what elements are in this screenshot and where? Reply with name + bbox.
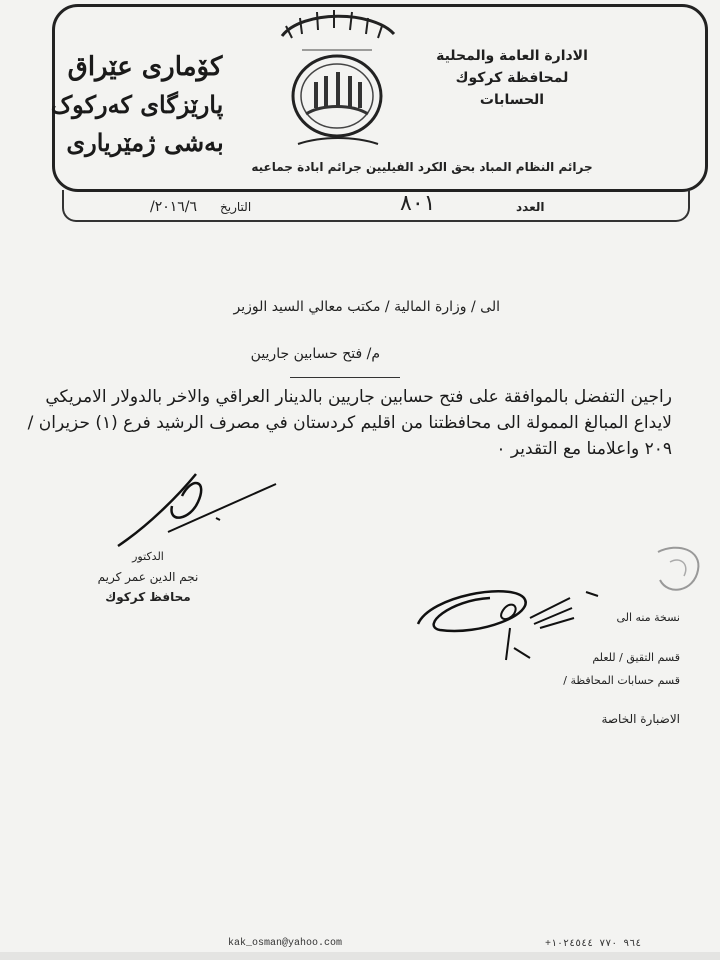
signer-title: الدكتور [132, 550, 164, 563]
arabic-header-line-2: لمحافظة كركوك [455, 70, 569, 86]
kurdish-header-line-3: بەشی ژمێریاری [66, 128, 224, 157]
seal-emblem [262, 4, 412, 154]
arabic-header-line-1: الادارة العامة والمحلية [436, 48, 588, 64]
signer-name: نجم الدين عمر كريم [97, 570, 199, 584]
arabic-header-line-3: الحسابات [479, 92, 545, 108]
letter-body-line-2: لايداع المبالغ الممولة الى محافظتنا من اقليم كردستان في مصرف الرشيد فرع (١) حزيران / [27, 413, 672, 433]
date-value: ٢٠١٦/٦/ [150, 199, 198, 215]
footer-phone: +٩٦٤ ٧٧٠ ١٠٢٤٥٤٤ [545, 939, 642, 950]
signer-position: محافظ كركوك [105, 590, 191, 604]
kurdish-header-line-1: کۆماری عێراق [67, 52, 223, 82]
footer-divider [0, 952, 720, 960]
letterhead-motto: جرائم النظام المباد بحق الكرد الفيليين جرائم ابادة جماعيه [251, 160, 593, 174]
copies-heading: نسخة منه الى [616, 611, 680, 624]
footer-email: kak_osman@yahoo.com [228, 938, 343, 949]
copy-recipient-3: الاضبارة الخاصة [601, 712, 680, 726]
governor-signature [108, 466, 288, 556]
copy-recipient-2: قسم حسابات المحافظة / [563, 674, 680, 687]
faded-stamp [648, 540, 708, 600]
letter-body-line-3: ٢٠٩ واعلامنا مع التقدير ٠ [496, 439, 672, 459]
letter-recipient: الى / وزارة المالية / مكتب معالي السيد الوزير [233, 299, 500, 315]
letter-subject: م/ فتح حسابين جاريين [250, 346, 380, 362]
reference-number-label: العدد [516, 200, 545, 214]
copy-recipient-1: قسم التقيق / للعلم [592, 651, 680, 664]
date-label: التاريخ [220, 200, 252, 214]
subject-underline [290, 377, 400, 378]
reference-number: ٨٠١ [400, 191, 436, 216]
kurdish-header-line-2: پارێزگای کەرکوک [50, 90, 224, 119]
letter-body [27, 384, 672, 462]
letter-body-line-1: راجين التفضل بالموافقة على فتح حسابين جاريين بالدينار العراقي والاخر بالدولار الامريكي [45, 387, 672, 407]
